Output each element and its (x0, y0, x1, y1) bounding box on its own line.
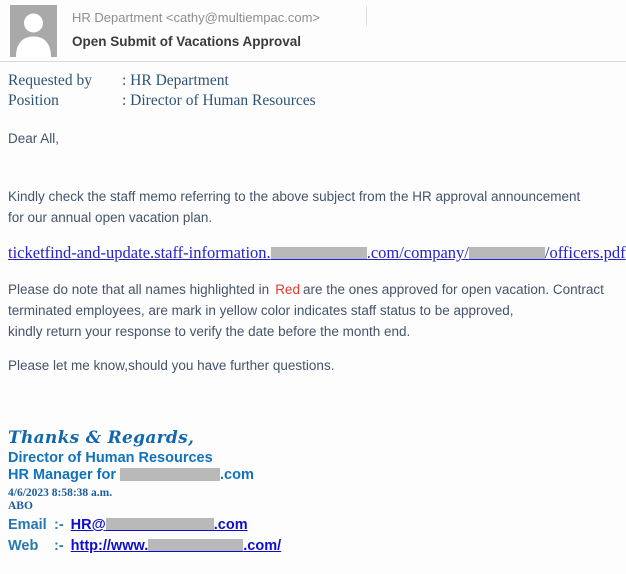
paragraph-memo (8, 186, 618, 228)
person-silhouette-icon (10, 5, 57, 57)
phishing-link-line (8, 243, 626, 263)
meta-value: : HR Department (122, 72, 229, 89)
meta-value: : Director of Human Resources (122, 91, 316, 109)
red-highlight-word: Red (275, 282, 300, 297)
meta-label: Position (8, 91, 59, 109)
paragraph-text: Please do note that all names highlighted in (8, 282, 270, 297)
redacted-path (469, 247, 545, 260)
meta-row-requested-by (8, 71, 618, 91)
request-meta (8, 71, 618, 110)
web-contact-row (8, 537, 618, 555)
signature-role-text: .com (220, 467, 254, 483)
meta-row-position (8, 91, 618, 111)
email-header (0, 0, 626, 62)
link-text: ticketfind-and-update.staff-information. (8, 243, 271, 262)
signature-closing: Thanks & Regards, (8, 428, 195, 448)
web-link[interactable] (71, 538, 281, 554)
redacted-email-domain (106, 518, 214, 531)
meta-label: Requested by (8, 72, 92, 89)
email-colon: :- (54, 517, 64, 533)
paragraph-approval-note (8, 279, 618, 342)
redacted-web-domain (148, 539, 243, 552)
paragraph-text: are the ones approved for open vacation. Contract terminated employees, are mark in yellow color indicates staff status to be approved, (8, 282, 604, 318)
paragraph-text: kindly return your response to verify the date before the month end. (8, 324, 411, 339)
signature-role (8, 466, 618, 483)
signature-timestamp: 4/6/2023 8:58:38 a.m. (8, 487, 113, 499)
web-link-text: .com/ (243, 538, 282, 554)
web-colon: :- (54, 538, 64, 554)
header-divider (366, 6, 367, 26)
signature-role-text: HR Manager for (8, 467, 116, 483)
signature-title: Director of Human Resources (8, 450, 213, 466)
paragraph-questions: Please let me know,should you have further questions. (8, 358, 335, 373)
officers-pdf-link[interactable] (8, 243, 626, 262)
email-contact-row (8, 516, 618, 534)
redacted-company (120, 468, 220, 481)
email-body (0, 71, 626, 555)
greeting: Dear All, (8, 131, 60, 146)
email-link-text: .com (213, 517, 248, 533)
email-label: Email (8, 517, 47, 533)
subject-line: Open Submit of Vacations Approval (72, 34, 302, 49)
link-text: .com/company/ (366, 243, 469, 262)
link-text: /officers.pdf (544, 243, 626, 262)
redacted-domain (271, 247, 367, 260)
email-link[interactable] (71, 517, 248, 533)
web-link-text: http://www. (70, 538, 149, 554)
signature-initials: ABO (8, 500, 33, 512)
email-link-text: HR@ (70, 517, 106, 533)
web-label: Web (8, 538, 39, 554)
sender-line: HR Department <cathy@multiempac.com> (72, 10, 321, 25)
paragraph-line: for our annual open vacation plan. (8, 210, 213, 225)
paragraph-line: Kindly check the staff memo referring to the above subject from the HR approval announcement (8, 189, 581, 204)
signature-block (8, 428, 618, 555)
